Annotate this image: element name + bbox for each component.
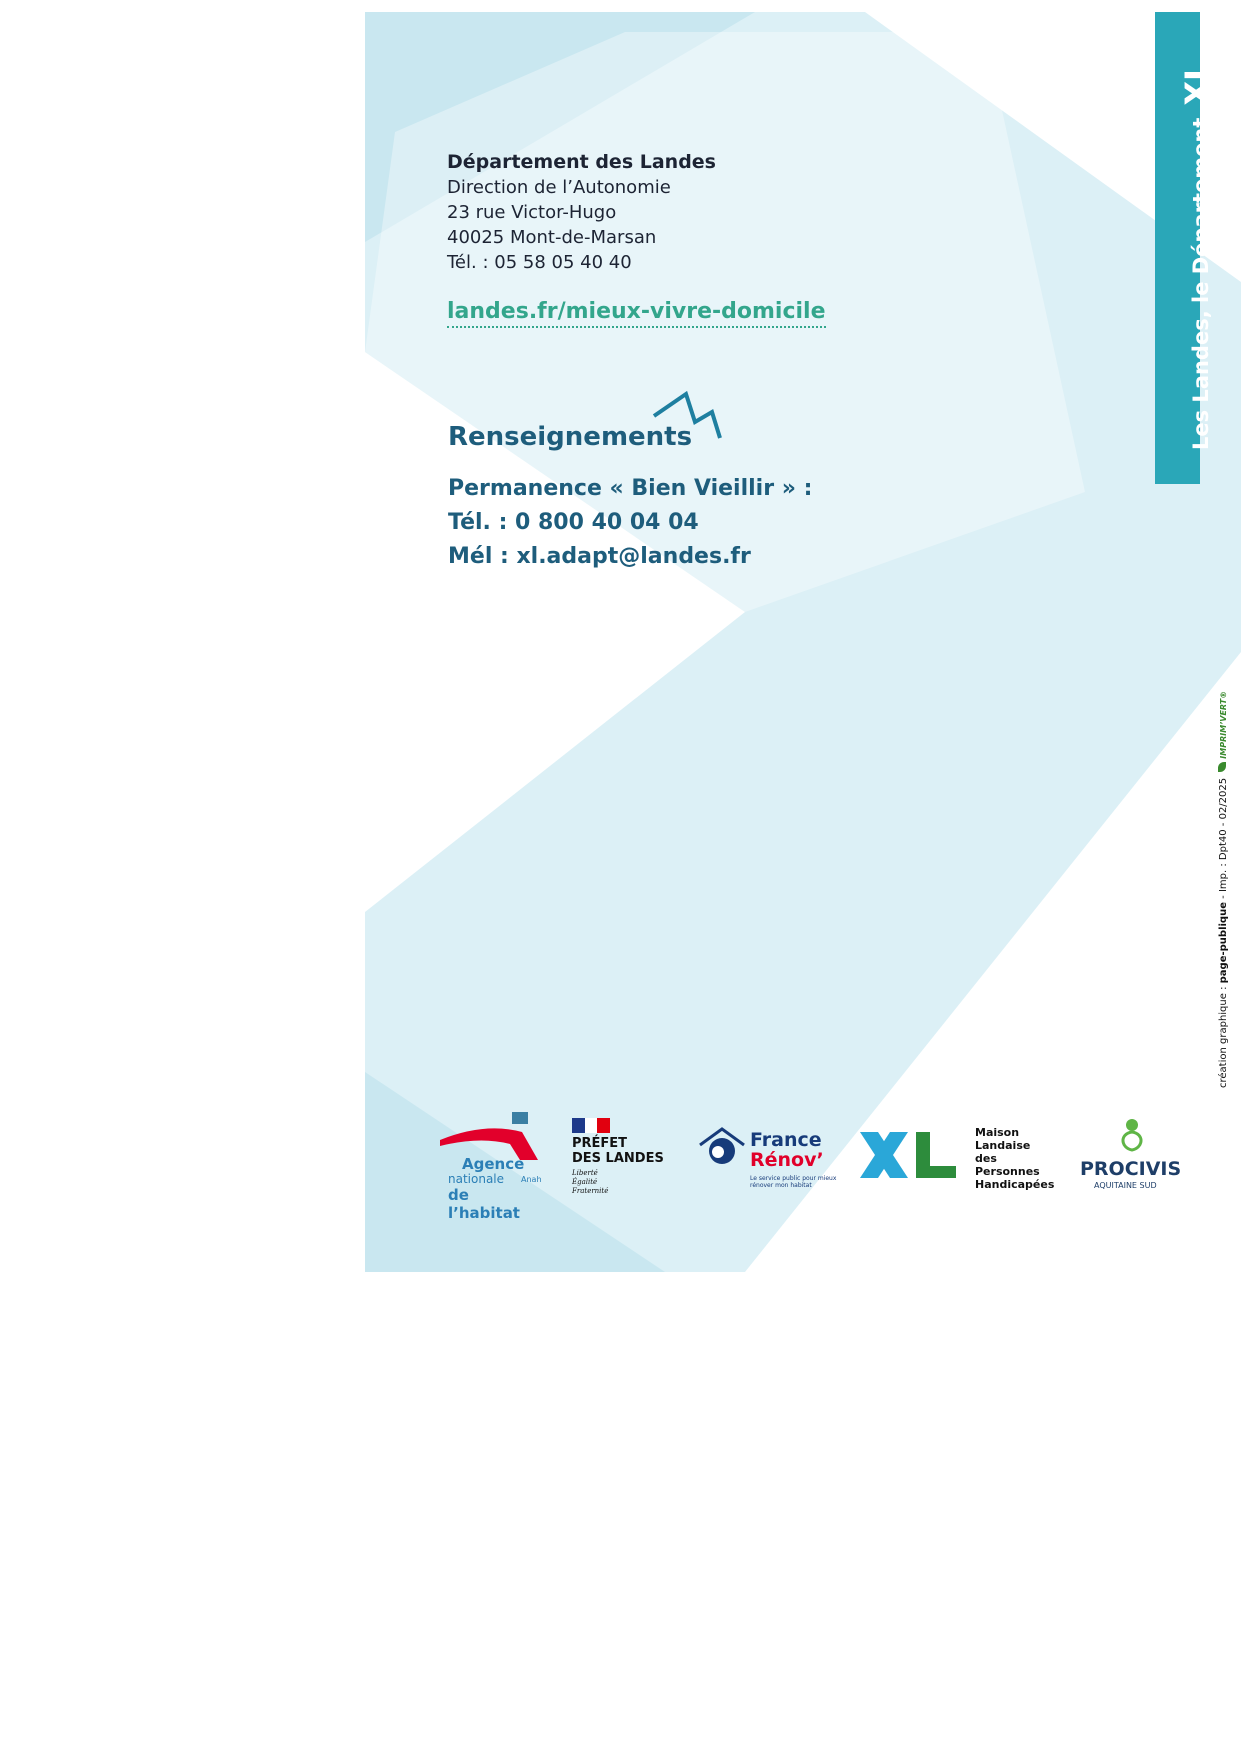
organisation-name: Département des Landes bbox=[447, 151, 716, 173]
xl-logo: XL bbox=[1178, 60, 1216, 106]
credit-prefix: création graphique : bbox=[1218, 986, 1229, 1088]
street-address: 23 rue Victor-Hugo bbox=[447, 202, 617, 223]
phone-number: Tél. : 05 58 05 40 40 bbox=[447, 252, 632, 273]
info-email[interactable]: Mél : xl.adapt@landes.fr bbox=[448, 544, 751, 569]
mlph-logo: Maison Landaise des Personnes Handicapées bbox=[860, 1128, 1060, 1188]
info-heading: Renseignements bbox=[448, 422, 693, 452]
procivis-logo: PROCIVIS AQUITAINE SUD bbox=[1080, 1118, 1180, 1193]
print-credit bbox=[1217, 691, 1231, 1088]
imprimvert-label: IMPRIM’VERT® bbox=[1219, 690, 1228, 759]
france-renov-logo: France Rénov’ Le service public pour mieux rénover mon habitat bbox=[698, 1125, 838, 1195]
prefet-des-landes-logo: PRÉFET DES LANDES Liberté Égalité Fraternité bbox=[572, 1118, 677, 1203]
direction-name: Direction de l’Autonomie bbox=[447, 177, 671, 198]
credit-agency: page-publique bbox=[1218, 902, 1229, 984]
website-link[interactable]: landes.fr/mieux-vivre-domicile bbox=[447, 299, 826, 328]
info-block bbox=[448, 472, 812, 574]
info-phone: Tél. : 0 800 40 04 04 bbox=[448, 510, 699, 535]
anah-logo: Agence nationale Anah de l’habitat bbox=[440, 1112, 545, 1198]
city-address: 40025 Mont-de-Marsan bbox=[447, 227, 657, 248]
tagline-text: Les Landes, le Département bbox=[1189, 117, 1213, 450]
brochure-back-cover bbox=[365, 12, 1241, 1272]
department-tagline-banner bbox=[1155, 12, 1216, 484]
permanence-label: Permanence « Bien Vieillir » : bbox=[448, 476, 813, 501]
address-block bbox=[447, 150, 716, 275]
credit-printer: - Imp. : Dpt40 - 02/2025 bbox=[1218, 777, 1229, 899]
leaf-icon bbox=[1218, 762, 1226, 772]
